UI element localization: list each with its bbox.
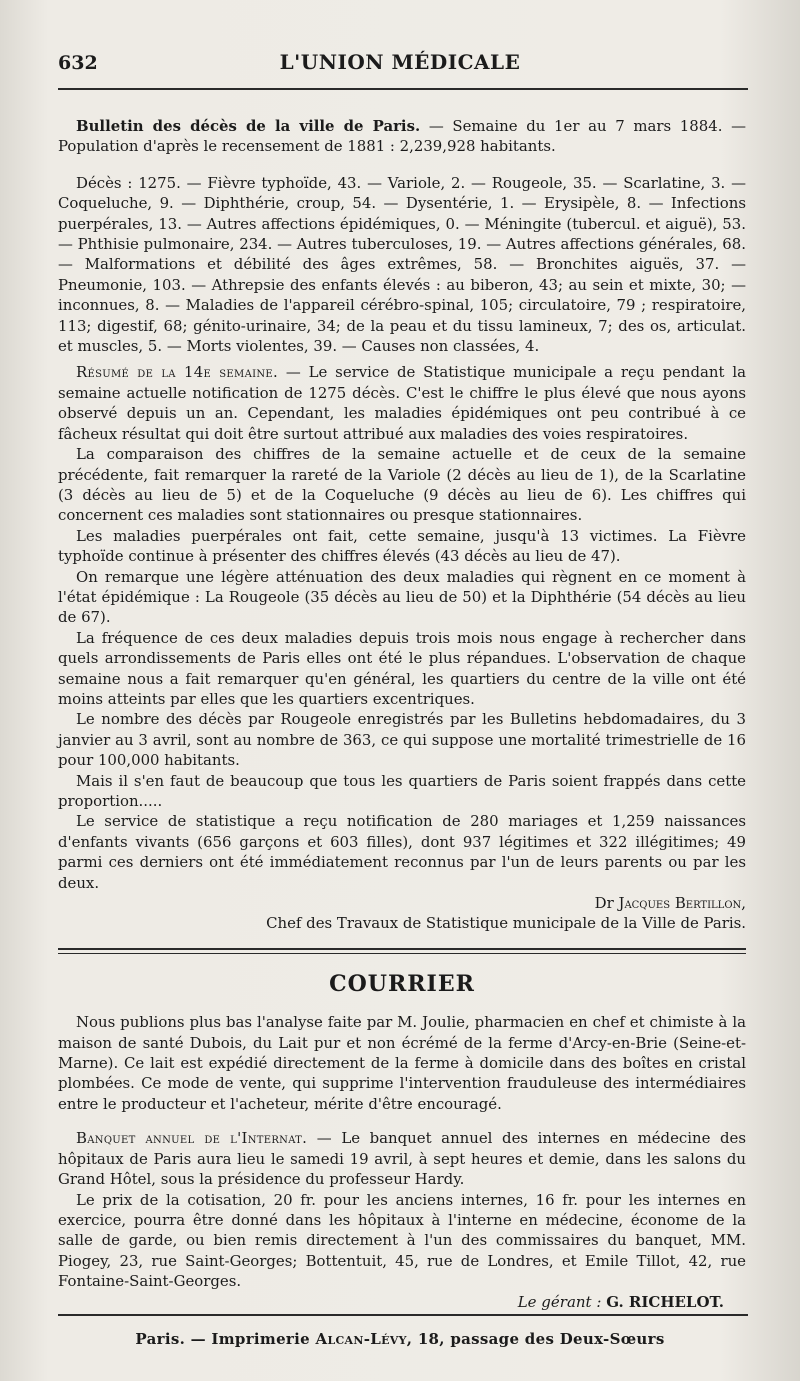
imprint-printer: Alcan-Lévy, — [315, 1330, 413, 1348]
signature-prefix: Dr — [594, 894, 619, 913]
paragraph: Le nombre des décès par Rougeole enregistrés par les Bulletins hebdomadaires, du 3 janvier au 3 avril, sont au nombre de 363, ce qui suppose une mortalité trimestrielle de 16 pour 100,000 habitants. — [58, 710, 746, 770]
paragraph: On remarque une légère atténuation des deux maladies qui règnent en ce moment à l'état épidémique : La Rougeole (35 décès au lieu de 50) et la Diphthérie (54 décès au lieu de 67). — [58, 567, 746, 627]
gerant-label: Le gérant : — [517, 1292, 607, 1311]
page-header — [0, 50, 800, 84]
bulletin-paragraph — [58, 116, 746, 157]
banquet-text: — Le banquet annuel des internes en médecine des hôpitaux de Paris aura lieu le samedi 19 avril, à sept heures et demie, dans les salons du Grand Hôtel, sous la présidence du professeur Hardy. — [58, 1129, 746, 1189]
footer-rule — [58, 1314, 748, 1316]
deces-paragraph: Décès : 1275. — Fièvre typhoïde, 43. — Variole, 2. — Rougeole, 35. — Scarlatine, 3. — Coqueluche, 9. — Diphthérie, croup, 54. — Dysentérie, 1. — Erysipèle, 8. — Infections puerpérales, 13. — Autres affections épidémiques, 0. — Méningite (tubercul. et aiguë), 53. — Phthisie pulmonaire, 234. — Autres tuberculoses, 19. — Autres affections générales, 68. — Malformations et débilité des âges extrêmes, 58. — Bronchites aiguës, 37. — Pneumonie, 103. — Athrepsie des enfants élevés : au biberon, 43; au sein et mixte, 30; — inconnues, 8. — Maladies de l'appareil cérébro-spinal, 105; circulatoire, 79 ; respiratoire, 113; digestif, 68; génito-urinaire, 34; de la peau et du tissu lamineux, 7; des os, articulat. et muscles, 5. — Morts violentes, 39. — Causes non classées, 4. — [58, 173, 746, 356]
bulletin-text: — Semaine du 1er au 7 mars 1884. — Population d'après le recensement de 1881 : 2,239,928 habitants. — [58, 117, 746, 156]
courrier-title: COURRIER — [329, 970, 475, 997]
courrier-paragraph: Nous publions plus bas l'analyse faite par M. Joulie, pharmacien en chef et chimiste à la maison de santé Dubois, du Lait pur et non écrémé de la ferme d'Arcy-en-Brie (Seine-et-Marne). Ce lait est expédié directement de la ferme à domicile dans des boîtes en cristal plombées. Ce mode de vente, qui supprime l'intervention frauduleuse des intermédiaires entre le producteur et l'acheteur, mérite d'être encouragé. — [58, 1013, 746, 1113]
cotisation-paragraph: Le prix de la cotisation, 20 fr. pour les anciens internes, 16 fr. pour les internes en exercice, pourra être donné dans les hôpitaux à l'interne en médecine, économe de la salle de garde, ou bien remis directement à l'un des commissaires du banquet, MM. Piogey, 23, rue Saint-Georges; Bottentuit, 45, rue de Londres, et Emile Tillot, 42, rue Fontaine-Saint-Georges. — [58, 1190, 746, 1291]
paragraph: Les maladies puerpérales ont fait, cette semaine, jusqu'à 13 victimes. La Fièvre typhoïde continue à présenter des chiffres élevés (43 décès au lieu de 47). — [58, 526, 746, 566]
gerant-line — [58, 1292, 746, 1312]
imprint-address: 18, passage des Deux-Sœurs — [412, 1330, 665, 1348]
paragraph: Mais il s'en faut de beaucoup que tous les quartiers de Paris soient frappés dans cette proportion..... — [58, 771, 746, 810]
paragraph: La comparaison des chiffres de la semaine actuelle et de ceux de la semaine précédente, fait remarquer la rareté de la Variole (2 décès au lieu de 1), de la Scarlatine (3 décès au lieu de 5) et de la Coqueluche (9 décès au lieu de 6). Les chiffres qui concernent ces maladies sont stationnaires ou presque stationnaires. — [58, 445, 746, 525]
article-body — [58, 116, 746, 1312]
header-rule — [58, 88, 748, 90]
banquet-label: Banquet annuel de l'Internat. — [76, 1129, 308, 1148]
resume-label: Résumé de la 14e semaine. — [76, 363, 279, 382]
imprint-footer — [0, 1330, 800, 1348]
imprint-prefix: Paris. — Imprimerie — [135, 1330, 316, 1348]
signature — [58, 893, 746, 934]
paragraph: La fréquence de ces deux maladies depuis trois mois nous engage à rechercher dans quels arrondissements de Paris elles ont été le plus répandues. L'observation de chaque semaine nous a fait remarquer qu'en général, les quartiers du centre de la ville ont été moins atteints par elles que les quartiers excentriques. — [58, 628, 746, 708]
running-title: L'UNION MÉDICALE — [279, 50, 521, 74]
signature-name: Jacques Bertillon, — [618, 894, 746, 913]
resume-paragraph — [58, 362, 746, 444]
section-divider — [58, 948, 746, 954]
paragraph: Le service de statistique a reçu notification de 280 mariages et 1,259 naissances d'enfants vivants (656 garçons et 603 filles), dont 937 légitimes et 322 illégitimes; 49 parmi ces derniers ont été immédiatement reconnus par l'un de leurs parents ou par les deux. — [58, 812, 746, 892]
bulletin-title: Bulletin des décès de la ville de Paris. — [76, 117, 421, 135]
banquet-paragraph — [58, 1128, 746, 1189]
resume-text: — Le service de Statistique municipale a reçu pendant la semaine actuelle notification de 1275 décès. C'est le chiffre le plus élevé que nous ayons observé depuis un an. Cependant, les maladies épidémiques ont peu contribué à ce fâcheux résultat qui doit être surtout attribué aux maladies des voies respiratoires. — [58, 363, 746, 443]
gerant-name: G. RICHELOT. — [606, 1292, 724, 1311]
page-number: 632 — [58, 52, 98, 74]
signature-role: Chef des Travaux de Statistique municipale de la Ville de Paris. — [266, 914, 746, 933]
